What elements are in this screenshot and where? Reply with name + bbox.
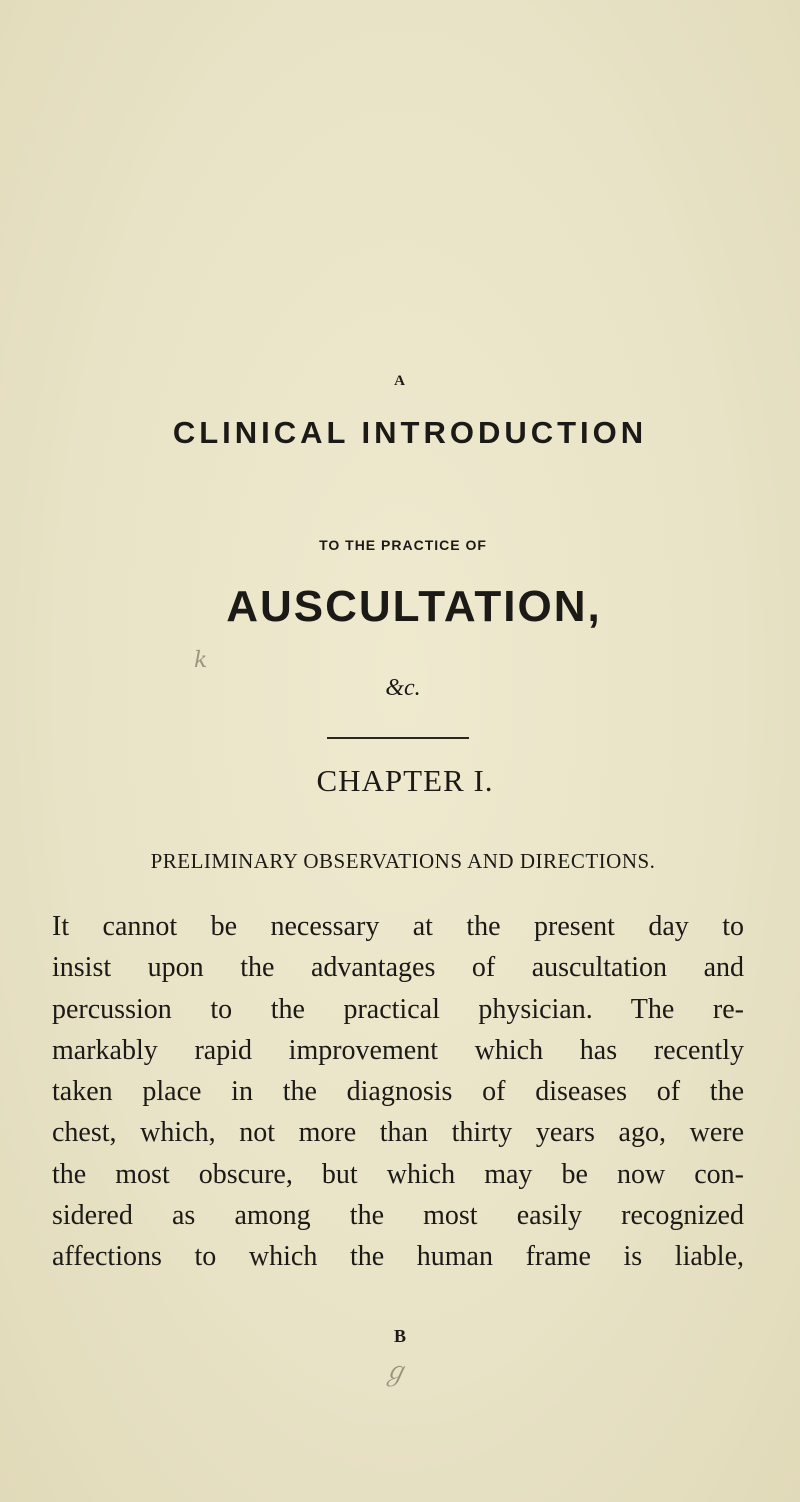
et-cetera: &c. <box>385 675 421 701</box>
body-line: chest, which, not more than thirty years ago, were <box>52 1117 744 1149</box>
body-line: insist upon the advantages of auscultation and <box>52 952 744 984</box>
page-title: CLINICAL INTRODUCTION <box>172 415 648 450</box>
section-heading: PRELIMINARY OBSERVATIONS AND DIRECTIONS. <box>150 849 656 873</box>
body-line: markably rapid improvement which has recently <box>52 1034 744 1066</box>
body-line: sidered as among the most easily recognized <box>52 1200 744 1232</box>
handwritten-mark: ℊ <box>382 1357 409 1387</box>
signature-mark: B <box>393 1326 406 1346</box>
chapter-label: CHAPTER I. <box>316 763 494 798</box>
divider-rule <box>327 737 469 739</box>
body-line: the most obscure, but which may be now con- <box>52 1158 744 1190</box>
subject-title: AUSCULTATION, <box>226 582 602 631</box>
article-letter: A <box>394 373 406 389</box>
margin-mark: k <box>194 648 208 673</box>
subtitle: TO THE PRACTICE OF <box>319 537 487 553</box>
body-line: affections to which the human frame is liable, <box>52 1241 744 1273</box>
body-line: It cannot be necessary at the present day to <box>52 911 744 942</box>
body-line: percussion to the practical physician. The re- <box>52 993 744 1025</box>
body-line: taken place in the diagnosis of diseases of the <box>52 1076 744 1108</box>
body-paragraph <box>52 906 744 1278</box>
